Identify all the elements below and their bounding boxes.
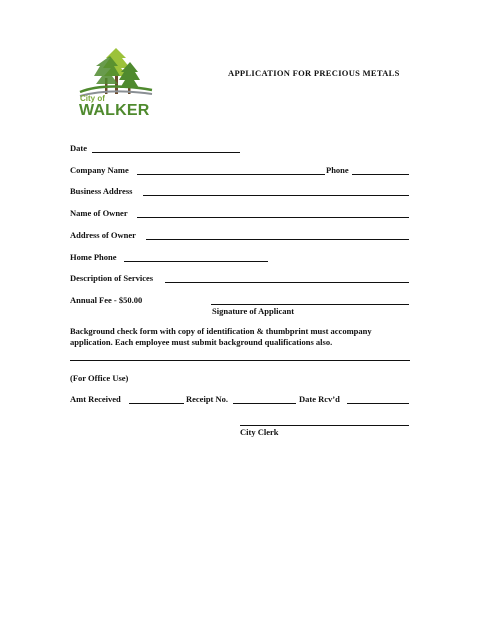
receipt-no-label: Receipt No. <box>186 394 229 404</box>
signature-field[interactable] <box>211 304 409 305</box>
logo-walker-text: WALKER <box>79 102 150 119</box>
company-name-field[interactable] <box>137 174 325 175</box>
date-field[interactable] <box>92 152 240 153</box>
home-phone-field[interactable] <box>124 261 268 262</box>
amt-received-label: Amt Received <box>70 394 121 404</box>
business-address-label: Business Address <box>70 186 133 196</box>
office-use-heading: (For Office Use) <box>70 373 129 383</box>
phone-field[interactable] <box>352 174 409 175</box>
amt-received-field[interactable] <box>129 403 184 404</box>
annual-fee-label: Annual Fee - $50.00 <box>70 295 143 305</box>
city-clerk-label: City Clerk <box>240 427 279 437</box>
company-name-label: Company Name <box>70 165 129 175</box>
city-of-walker-logo <box>74 44 156 122</box>
page-title: APPLICATION FOR PRECIOUS METALS <box>228 68 400 78</box>
logo-city-of-text: City of <box>80 94 105 103</box>
background-check-notice: Background check form with copy of identification & thumbprint must accompany application. Each employee must submit background qualifications also. <box>70 326 372 347</box>
date-rcvd-field[interactable] <box>347 403 409 404</box>
address-of-owner-field[interactable] <box>146 239 409 240</box>
business-address-field[interactable] <box>143 195 409 196</box>
receipt-no-field[interactable] <box>233 403 296 404</box>
city-clerk-signature-field[interactable] <box>240 425 409 426</box>
description-of-services-label: Description of Services <box>70 273 154 283</box>
description-of-services-field[interactable] <box>165 282 409 283</box>
date-label: Date <box>70 143 87 153</box>
name-of-owner-field[interactable] <box>137 217 409 218</box>
name-of-owner-label: Name of Owner <box>70 208 128 218</box>
address-of-owner-label: Address of Owner <box>70 230 136 240</box>
section-divider <box>70 360 410 361</box>
phone-label: Phone <box>326 165 349 175</box>
date-rcvd-label: Date Rcv’d <box>299 394 340 404</box>
home-phone-label: Home Phone <box>70 252 117 262</box>
signature-of-applicant-label: Signature of Applicant <box>212 306 295 316</box>
